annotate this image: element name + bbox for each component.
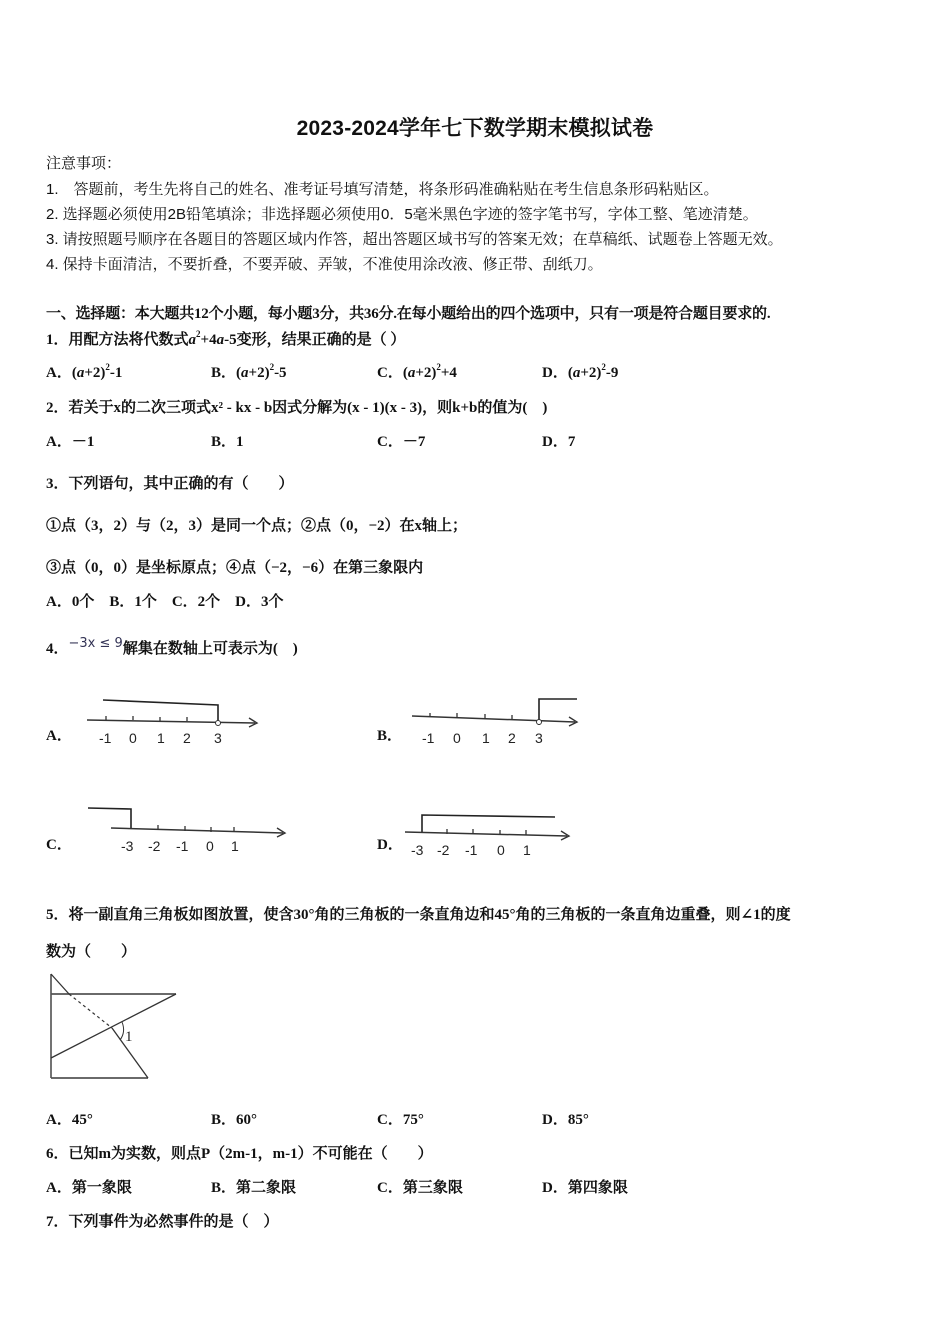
question-1-stem [46, 328, 405, 349]
svg-text:0: 0 [453, 730, 461, 746]
question-5-stem-line-2: 数为（ ） [46, 944, 137, 960]
q4-option-b-label[interactable]: B． [377, 728, 403, 744]
q6-option-a[interactable]: A．第一象限 [46, 1180, 132, 1196]
notice-item-4: 4. 保持卡面清洁，不要折叠，不要弄破、弄皱，不准使用涂改液、修正带、刮纸刀。 [46, 256, 603, 273]
q4-option-d-number-line [405, 810, 585, 865]
q3-statement-line-2: ③点（0，0）是坐标原点；④点（−2，−6）在第三象限内 [46, 560, 424, 576]
svg-text:-1: -1 [422, 730, 435, 746]
notice-item-3: 3. 请按照题号顺序在各题目的答题区域内作答，超出答题区域书写的答案无效；在草稿纸、试题卷上答题无效。 [46, 231, 783, 248]
q4-option-c-label[interactable]: C． [46, 837, 72, 853]
svg-text:2: 2 [508, 730, 516, 746]
q1-option-d[interactable]: D．$(a+2)^2-9$ [542, 362, 619, 381]
q4-option-a-number-line [85, 695, 275, 755]
q5-option-b[interactable]: B．60° [211, 1112, 258, 1128]
q2-option-d[interactable]: D．7 [542, 434, 576, 450]
q4-number: 4． [46, 641, 69, 657]
svg-text:0: 0 [129, 730, 137, 746]
q1-option-b[interactable]: B．$(a+2)^2-5$ [211, 362, 287, 381]
svg-text:1: 1 [482, 730, 490, 746]
svg-text:-2: -2 [437, 842, 450, 858]
angle-1-label: 1 [125, 1029, 133, 1045]
question-5-stem-line-1: 5．将一副直角三角板如图放置，使含30°角的三角板的一条直角边和45°角的三角板的一条直角边重叠，则∠1的度 [46, 907, 791, 923]
q4-stem-text: 解集在数轴上可表示为( ) [122, 641, 298, 657]
q5-option-d[interactable]: D．85° [542, 1112, 589, 1128]
svg-text:1: 1 [523, 842, 531, 858]
svg-text:3: 3 [214, 730, 222, 746]
notice-item-2: 2. 选择题必须使用2B铅笔填涂；非选择题必须使用0．5毫米黑色字迹的签字笔书写，字体工整、笔迹清楚。 [46, 206, 758, 223]
q4-inequality: −3x ≤ 9 [68, 636, 123, 651]
q1-option-a[interactable]: A．$(a+2)^2-1$ [46, 362, 123, 381]
section-heading: 一、选择题：本大题共12个小题，每小题3分，共36分.在每小题给出的四个选项中，只有一项是符合题目要求的. [46, 306, 771, 322]
notice-item-1: 1. 答题前，考生先将自己的姓名、准考证号填写清楚，将条形码准确粘贴在考生信息条形码粘贴区。 [46, 181, 719, 198]
svg-text:-1: -1 [176, 838, 189, 854]
svg-text:1: 1 [231, 838, 239, 854]
q5-option-c[interactable]: C．75° [377, 1112, 424, 1128]
notice-heading: 注意事项： [46, 155, 122, 172]
q3-statement-line-1: ①点（3，2）与（2，3）是同一个点；②点（0，−2）在x轴上； [46, 518, 468, 534]
q4-option-c-number-line [88, 803, 298, 863]
page-title: 2023-2024学年七下数学期末模拟试卷 [296, 117, 654, 140]
q4-option-a-label[interactable]: A． [46, 728, 72, 744]
svg-text:1: 1 [157, 730, 165, 746]
svg-text:2: 2 [183, 730, 191, 746]
q1-expression: $a^2+4a-5$ [188, 329, 237, 348]
q2-option-a[interactable]: A．－1 [46, 434, 95, 450]
question-4-stem [46, 637, 298, 658]
q2-option-b[interactable]: B．1 [211, 434, 244, 450]
svg-text:-2: -2 [148, 838, 161, 854]
q5-option-a[interactable]: A．45° [46, 1112, 93, 1128]
svg-text:-1: -1 [99, 730, 112, 746]
q5-triangles-figure [46, 972, 186, 1082]
q1-option-c[interactable]: C．$(a+2)^2+4$ [377, 362, 457, 381]
svg-text:0: 0 [206, 838, 214, 854]
question-6-stem: 6．已知m为实数，则点P（2m-1，m-1）不可能在（ ） [46, 1146, 433, 1162]
svg-text:0: 0 [497, 842, 505, 858]
q4-option-d-label[interactable]: D． [377, 837, 403, 853]
q2-option-c[interactable]: C．－7 [377, 434, 426, 450]
q6-option-b[interactable]: B．第二象限 [211, 1180, 297, 1196]
svg-text:-3: -3 [121, 838, 134, 854]
q3-options[interactable]: A．0个 B．1个 C．2个 D．3个 [46, 594, 284, 610]
question-3-stem: 3．下列语句，其中正确的有（ ） [46, 476, 294, 492]
svg-text:-3: -3 [411, 842, 424, 858]
q4-option-b-number-line [410, 695, 590, 755]
question-2-stem: 2．若关于x的二次三项式x² - kx - b因式分解为(x - 1)(x - 3)，则k+b的值为( ) [46, 400, 548, 416]
svg-text:-1: -1 [465, 842, 478, 858]
q6-option-c[interactable]: C．第三象限 [377, 1180, 463, 1196]
q1-stem-suffix: 变形，结果正确的是（ ） [236, 332, 406, 348]
question-7-stem: 7．下列事件为必然事件的是（ ） [46, 1214, 279, 1230]
q1-stem-prefix: 1．用配方法将代数式 [46, 332, 189, 348]
svg-text:3: 3 [535, 730, 543, 746]
q6-option-d[interactable]: D．第四象限 [542, 1180, 628, 1196]
